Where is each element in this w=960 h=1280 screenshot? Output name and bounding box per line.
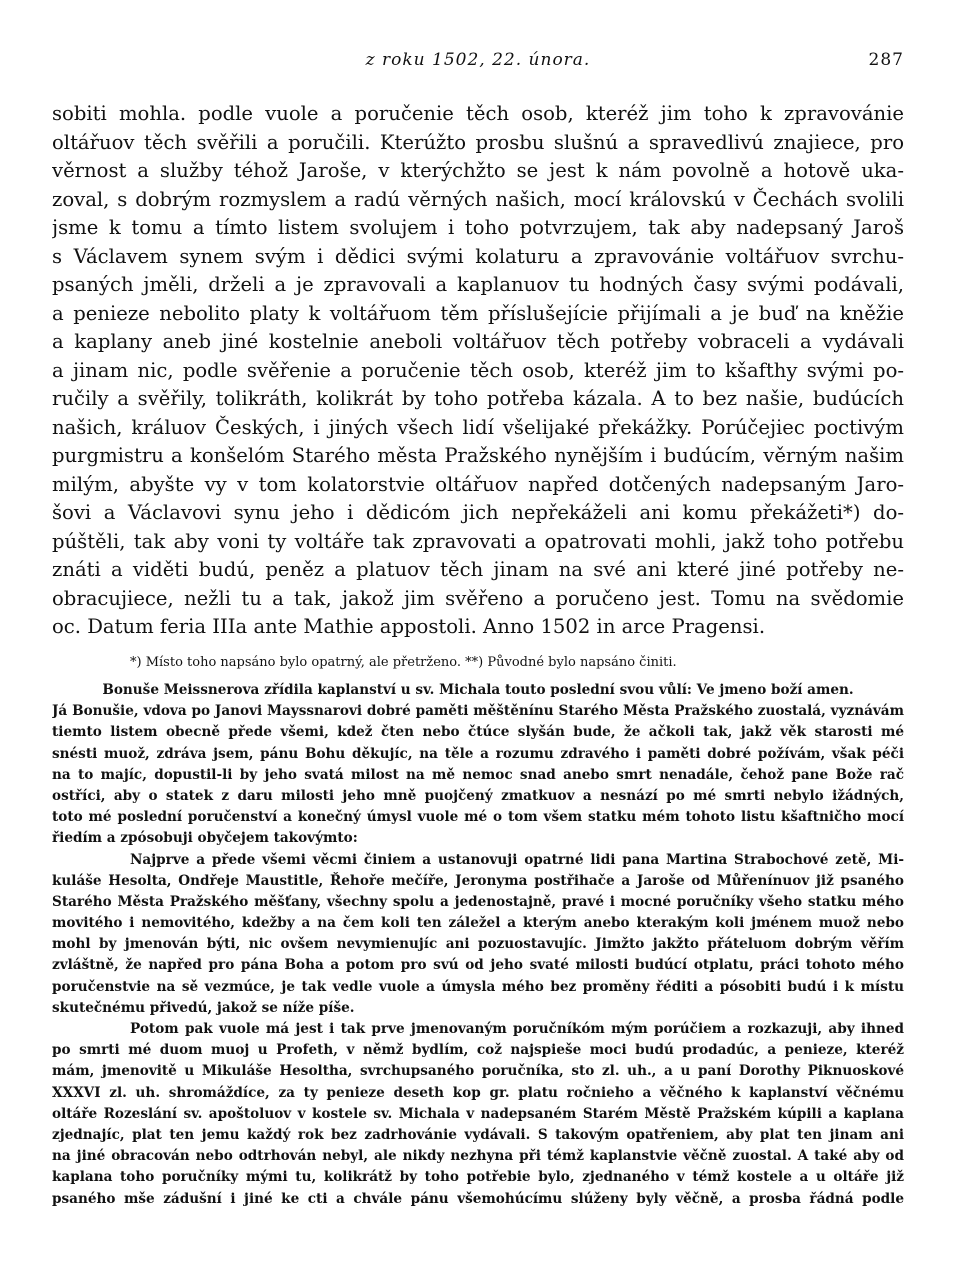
text-line: Potom pak vuole má jest i tak prve jmenovaným poručníkóm mým porúčiem a rozkazuji, aby ihned: [130, 1021, 904, 1037]
text-line: XXXVI zl. uh. shromáždíce, za ty penieze deseth kop gr. platu ročnieho a věčného k kaplanství věčnému: [52, 1084, 904, 1101]
text-line: snésti muož, zdráva jsem, pánu Bohu děkujíc, na těle a rozumu zdravého i paměti dobré požívám, však péči: [52, 745, 904, 762]
text-line: zoval, s dobrým rozmyslem a radú věrných našich, mocí královskú v Čechách svolili: [52, 187, 904, 211]
footnote: *) Místo toho napsáno bylo opatrný, ale přetrženo. **) Původné bylo napsáno činiti.: [130, 655, 677, 670]
text-line: ručily a svěřily, tolikráth, kolikrát by toho potřeba kázala. A to bez našie, budúcích: [52, 387, 904, 410]
text-line: psaných jměli, drželi a je zpravovali a kaplanuov tu hodných časy svými podávali,: [52, 273, 904, 296]
text-line: obracujiece, nežli tu a tak, jakož jim svěřeno a poručeno jest. Tomu na svědomie: [52, 586, 904, 610]
text-line: oc. Datum feria IIIa ante Mathie appostoli. Anno 1502 in arce Pragensi.: [52, 615, 766, 638]
page-header: [52, 50, 904, 80]
text-line: a penieze nebolito platy k voltářuom těm příslušejície přijímali a je buď na kněžie: [52, 301, 904, 325]
document-transcription: [52, 680, 904, 1210]
text-line: řiedím a zpósobuji obyčejem takovýmto:: [52, 830, 358, 847]
text-line: a jinam nic, podle svěřenie a poručenie těch osob, kteréž jim to kšafthy svými po-: [52, 358, 904, 382]
text-line: movitého i nemovitého, kdežby a na čem koli ten záležel a kterým anebo kterakým koli jménem muož nebo: [52, 915, 904, 932]
text-line: věrnost a služby téhož Jaroše, v kterýchžto se jest k nám povolně a hotově uka-: [52, 159, 904, 182]
text-line: zjednajíc, plat ten jemu každý rok bez zadrhovánie vydávali. S takovým opatřeniem, aby plat ten jinam ani: [52, 1126, 904, 1143]
text-line: po smrti mé duom muoj u Profeth, v němž bydlím, což najspieše moci budú prodadúc, a penieze, kteréž: [52, 1042, 904, 1059]
text-line: púštěli, tak aby voni ty voltáře tak zpravovati a opatrovati mohli, jakž toho potřebu: [52, 529, 904, 553]
text-line: a kaplany aneb jiné kostelnie aneboli voltářuov těch potřeby vobraceli a vydávali: [52, 330, 904, 353]
text-line: mám, jmenovitě u Mikuláše Hesoltha, svrchupsaného poručníka, sto zl. uh., a u paní Dorothy Piknuoskové: [52, 1063, 904, 1080]
text-line: na jiné obracován nebo odtrhován nebyl, ale nikdy nezhyna při témž kaplanstvie věčně zuostal. A také aby od: [52, 1148, 904, 1165]
text-line: našich, králuov Českých, i jiných všech lidí všelijaké překážky. Porúčejiec poctivým: [52, 415, 904, 439]
text-line: Najprve a přede všemi věcmi činiem a ustanovuji opatrné lidi pana Martina Strabochové zetě, Mi-: [130, 851, 904, 868]
page-number: 287: [868, 50, 904, 70]
text-line: oltářuov těch svěřili a poručili. Kterúžto prosbu slušnú a spravedlivú znajiece, pro: [52, 130, 904, 154]
text-line: s Václavem synem svým i dědici svými kolaturu a zpravovánie voltářuov svrchu-: [52, 244, 904, 268]
text-line: skutečnému přivedú, jakož se níže píše.: [52, 999, 355, 1016]
text-line: milým, abyšte vy v tom kolatorstvie oltářuov napřed dotčených nadepsaným Jaro-: [52, 472, 904, 496]
text-line: psaného mše zádušní i jiné ke cti a chvále pánu všemohúcímu slúženy byly věčně, a prosba řádná podle: [52, 1190, 904, 1207]
text-line: Bonuše Meissnerova zřídila kaplanství u sv. Michala touto poslední svou vůlí: Ve jmeno boží amen.: [102, 682, 854, 698]
text-line: tiemto listem obecně přede všemi, kdež čten nebo čtúce slyšán bude, že ačkoli tak, jakž věk starosti mé: [52, 724, 904, 741]
text-line: mohl by jmenován býti, nic ovšem nevymienujíc ani pozuostavujíc. Jimžto jakžto přáteluom dobrým věřím: [52, 936, 904, 953]
text-line: poručenstvie na sě vezmúce, je tak vedle vuole a úmysla mého bez proměny řéditi a pósobiti budú i k místu: [52, 978, 904, 995]
text-line: Já Bonušie, vdova po Janovi Mayssnarovi dobré paměti měštěnínu Starého Města Pražského zuostalá, vyznávám: [52, 703, 904, 720]
text-line: kuláše Hesolta, Ondřeje Maustitle, Řehoře mečíře, Jeronyma postřihače a Jaroše od Můřenínuov již psaného: [52, 872, 904, 889]
text-line: jsme k tomu a tímto listem svolujem i toho potvrzujem, tak aby nadepsaný Jaroš: [52, 216, 904, 239]
text-line: toto mé poslední poručenství a konečný úmysl vuole mé o tom všem statku mém tohoto listu kšaftničho mocí: [52, 809, 904, 826]
text-line: znáti a viděti budú, peněz a platuov těch jinam na své ani které jiné potřeby ne-: [52, 558, 904, 581]
text-line: kaplana toho poručníky mými tu, kolikrátž by toho potřebie bylo, zjednaného v témž kostele a u oltáře již: [52, 1169, 904, 1186]
text-line: šovi a Václavovi synu jeho i dědicóm jich nepřekáželi ani komu překážeti*) do-: [52, 501, 904, 524]
running-title: z roku 1502, 22. února.: [365, 50, 591, 70]
text-line: purgmistru a konšelóm Starého města Pražského nynějším i budúcím, věrným našim: [52, 444, 904, 467]
text-line: zvláštně, že napřed pro pána Boha a potom pro svú od jeho svaté milosti budúcí otplatu, práci tohoto mého: [52, 957, 904, 974]
text-line: oltáře Rozeslání sv. apoštoluov v kostele sv. Michala v nadepsaném Starém Městě Pražském kúpili a kaplana: [52, 1105, 904, 1122]
text-line: sobiti mohla. podle vuole a poručenie těch osob, kteréž jim toho k zpravovánie: [52, 102, 904, 125]
text-line: ostříci, aby o statek z daru milosti jeho mně puojčený zmatkuov a nesnází po mé smrti nebylo ižádných,: [52, 787, 904, 804]
text-line: na to majíc, dopustil-li by jeho svatá milost na mě nemoc snad anebo smrt nenadále, čehož pane Bože rač: [52, 766, 904, 783]
text-line: Starého Města Pražského měšťany, všechny spolu a jedenostajně, pravé i mocné poručníky všeho statku mého: [52, 893, 904, 910]
main-text: [52, 100, 904, 642]
